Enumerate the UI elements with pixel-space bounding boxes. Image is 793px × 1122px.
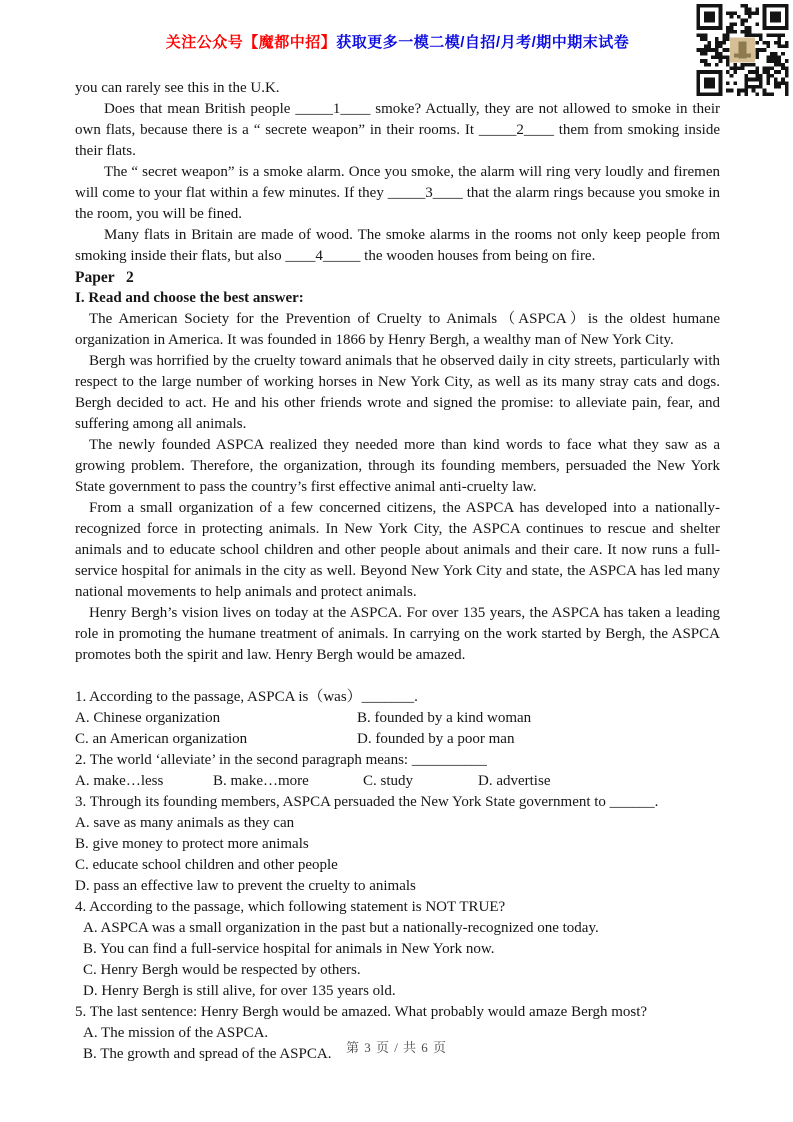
passage-paragraph-1: The American Society for the Prevention of Cruelty to Animals（ASPCA）is the oldest humane organization in America. It was founded in 1866 by Henry Bergh, a wealthy man of New York City.	[75, 311, 720, 348]
question-2-options-row	[75, 771, 720, 792]
passage-paragraph-4: From a small organization of a few concerned citizens, the ASPCA has developed into a nationally-recognized force in protecting animals. In New York City, the ASPCA continues to rescue and shelter animals and to educate school children and other people about animals and their care. It now runs a full-service hospital for animals in the city as well. Beyond New York City and state, the ASPCA has led many national movements to help animals and protect animals.	[75, 500, 720, 600]
paper-2-title: Paper 2	[75, 269, 134, 286]
question-5-option-a: A. The mission of the ASPCA.	[83, 1025, 269, 1041]
question-4	[75, 897, 720, 1002]
section-1-heading: I. Read and choose the best answer:	[75, 290, 304, 306]
question-1-option-a: A. Chinese organization	[75, 710, 221, 726]
passage-paragraph-2: Bergh was horrified by the cruelty toward animals that he observed daily in city streets, particularly with respect to the large number of working horses in New York City, as well as its many stray cats and dogs. Bergh decided to act. He and his other friends wrote and signed the promise: to alleviate pain, fear, and suffering among all animals.	[75, 353, 720, 432]
question-1-option-d: D. founded by a poor man	[357, 731, 515, 747]
cloze-section	[75, 78, 720, 267]
passage-paragraph-3: The newly founded ASPCA realized they needed more than kind words to face what they saw as a growing problem. Therefore, the organization, through its founding members, persuaded the New York State government to pass the country’s first effective animal anti-cruelty law.	[75, 437, 720, 495]
question-list	[75, 687, 720, 1065]
question-4-option-b: B. You can find a full-service hospital for animals in New York now.	[83, 941, 495, 957]
header-blue-text: 获取更多一模二模/自招/月考/期中期末试卷	[336, 34, 630, 51]
question-3-option-b: B. give money to protect more animals	[75, 836, 309, 852]
header-red-text: 关注公众号【魔都中招】	[165, 34, 337, 51]
cloze-paragraph-1: Does that mean British people _____1____ smoke? Actually, they are not allowed to smoke in their own flats, because there is a “ secrete weapon” in their rooms. It _____2____ them from smoking inside their flats.	[75, 101, 720, 159]
question-1-option-b: B. founded by a kind woman	[357, 710, 532, 726]
question-5-option-b: B. The growth and spread of the ASPCA.	[83, 1046, 332, 1062]
question-3-option-d: D. pass an effective law to prevent the cruelty to animals	[75, 878, 416, 894]
question-3-option-a: A. save as many animals as they can	[75, 815, 295, 831]
question-1	[75, 687, 720, 750]
question-1-option-c: C. an American organization	[75, 731, 248, 747]
cloze-continuation-line: you can rarely see this in the U.K.	[75, 80, 280, 96]
question-3	[75, 792, 720, 897]
question-2-option-c: C. study	[363, 773, 414, 789]
question-1-options-row-1	[75, 708, 720, 729]
question-2-option-b: B. make…more	[213, 773, 309, 789]
page-header	[75, 31, 720, 52]
question-2-option-d: D. advertise	[478, 773, 551, 789]
question-4-option-c: C. Henry Bergh would be respected by others.	[83, 962, 361, 978]
question-2-option-a: A. make…less	[75, 773, 164, 789]
cloze-paragraph-3: Many flats in Britain are made of wood. The smoke alarms in the rooms not only keep people from smoking inside their flats, but also ____4_____ the wooden houses from being on fire.	[75, 227, 720, 264]
question-2	[75, 750, 720, 792]
question-3-option-c: C. educate school children and other people	[75, 857, 338, 873]
passage-paragraph-5: Henry Bergh’s vision lives on today at the ASPCA. For over 135 years, the ASPCA has taken a leading role in promoting the humane treatment of animals. In carrying on the work started by Bergh, the ASPCA promotes both the spirit and law. Henry Bergh would be amazed.	[75, 605, 720, 663]
question-5-stem: 5. The last sentence: Henry Bergh would be amazed. What probably would amaze Bergh most?	[75, 1004, 648, 1020]
question-1-options-row-2	[75, 729, 720, 750]
page-body	[75, 78, 720, 1065]
page-footer: 第 3 页 / 共 6 页	[345, 1040, 448, 1055]
question-4-stem: 4. According to the passage, which following statement is NOT TRUE?	[75, 899, 506, 915]
question-4-option-d: D. Henry Bergh is still alive, for over 135 years old.	[83, 983, 396, 999]
question-1-stem: 1. According to the passage, ASPCA is（was）_______.	[75, 689, 418, 705]
question-3-stem: 3. Through its founding members, ASPCA persuaded the New York State government to ______.	[75, 794, 659, 810]
question-2-stem: 2. The world ‘alleviate’ in the second paragraph means: __________	[75, 752, 487, 768]
question-4-option-a: A. ASPCA was a small organization in the past but a nationally-recognized one today.	[83, 920, 599, 936]
cloze-paragraph-2: The “ secret weapon” is a smoke alarm. Once you smoke, the alarm will ring very loudly and firemen will come to your flat within a few minutes. If they _____3____ that the alarm rings because you smoke in the room, you will be fined.	[75, 164, 720, 222]
reading-passage	[75, 309, 720, 666]
